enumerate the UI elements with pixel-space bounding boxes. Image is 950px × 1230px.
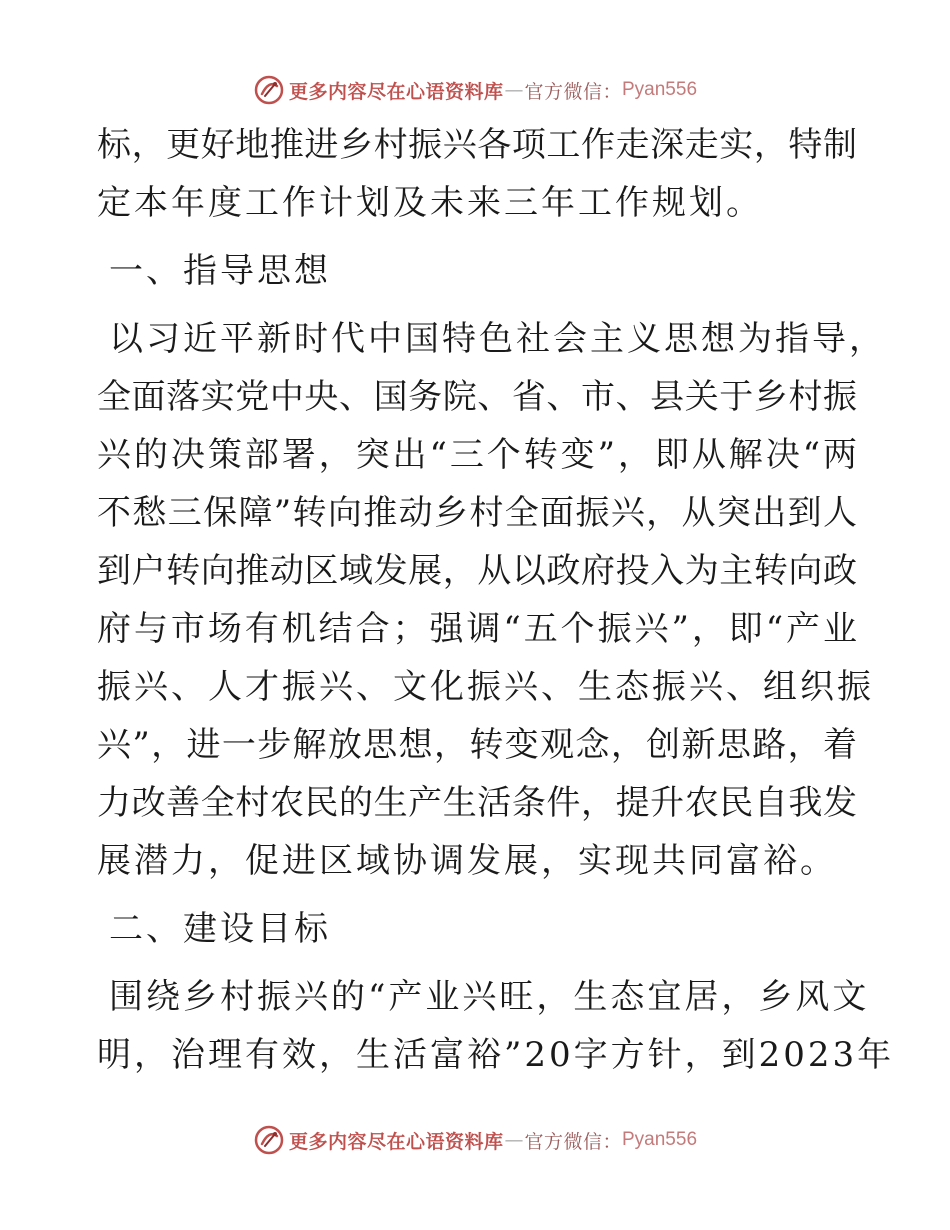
banner-sub-text: 官方微信： bbox=[524, 80, 622, 103]
body-line: 围绕乡村振兴的“产业兴旺，生态宜居，乡风文 bbox=[109, 977, 870, 1017]
body-line: 展潜力，促进区域协调发展，实现共同富裕。 bbox=[97, 841, 837, 881]
body-line: 振兴、人才振兴、文化振兴、生态振兴、组织振 bbox=[97, 667, 874, 707]
header-watermark bbox=[0, 70, 950, 110]
banner-wechat-id: Pyan556 bbox=[622, 1129, 698, 1150]
footer-watermark bbox=[0, 1120, 950, 1160]
body-line: 府与市场有机结合；强调“五个振兴”，即“产业 bbox=[97, 609, 857, 649]
body-line: 明，治理有效，生活富裕”20字方针，到2023年 bbox=[97, 1035, 895, 1075]
banner-dash: — bbox=[504, 79, 524, 101]
brand-logo-icon bbox=[253, 74, 285, 106]
body-line: 全面落实党中央、国务院、省、市、县关于乡村振 bbox=[97, 377, 857, 417]
body-line: 到户转向推动区域发展，从以政府投入为主转向政 bbox=[97, 551, 857, 591]
body-line: 兴的决策部署，突出“三个转变”，即从解决“两 bbox=[97, 435, 857, 475]
body-line: 定本年度工作计划及未来三年工作规划。 bbox=[97, 183, 763, 223]
banner-wechat-id: Pyan556 bbox=[622, 79, 698, 100]
body-line: 以习近平新时代中国特色社会主义思想为指导， bbox=[109, 319, 886, 359]
brand-logo-icon bbox=[253, 1124, 285, 1156]
document-body bbox=[97, 116, 895, 1084]
body-line: 力改善全村农民的生产生活条件，提升农民自我发 bbox=[97, 783, 857, 823]
body-line: 标，更好地推进乡村振兴各项工作走深走实，特制 bbox=[97, 125, 857, 165]
banner-main-text: 更多内容尽在心语资料库 bbox=[288, 1130, 504, 1153]
body-line: 不愁三保障”转向推动乡村全面振兴，从突出到人 bbox=[97, 493, 857, 533]
banner-main-text: 更多内容尽在心语资料库 bbox=[288, 80, 504, 103]
banner-sub-text: 官方微信： bbox=[524, 1130, 622, 1153]
body-line: 兴”，进一步解放思想，转变观念，创新思路，着 bbox=[97, 725, 857, 765]
section-heading-2: 二、建设目标 bbox=[109, 909, 331, 949]
banner-dash: — bbox=[504, 1129, 524, 1151]
section-heading-1: 一、指导思想 bbox=[109, 251, 331, 291]
